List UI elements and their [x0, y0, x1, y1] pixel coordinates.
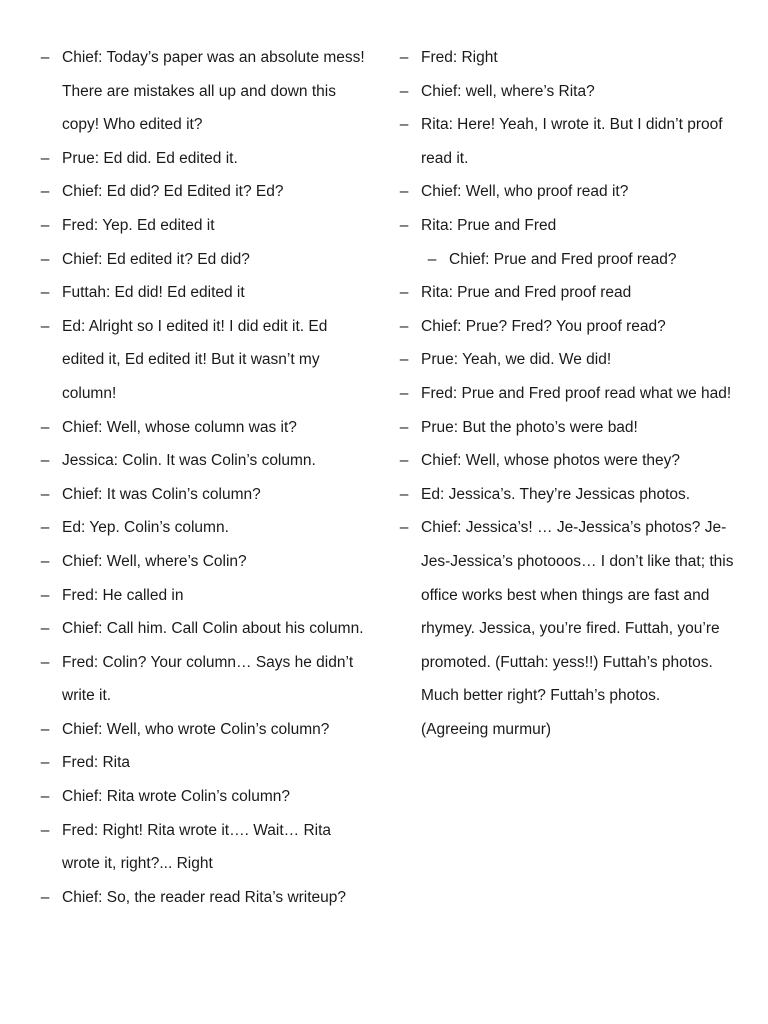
line-text: Chief: Well, who wrote Colin’s column?: [62, 720, 330, 738]
line-text: Prue: Ed did. Ed edited it.: [62, 149, 238, 167]
line-text: Chief: Prue? Fred? You proof read?: [421, 317, 666, 335]
dialogue-line: [397, 343, 737, 377]
dialogue-line: [38, 411, 373, 445]
line-text: Rita: Prue and Fred: [421, 216, 557, 234]
line-text: Fred: Prue and Fred proof read what we had!: [421, 384, 732, 402]
dialogue-line: [397, 377, 737, 411]
dash-bullet: –: [399, 82, 409, 100]
dash-bullet: –: [399, 519, 409, 537]
dialogue-line: [397, 310, 737, 344]
right-column: [397, 41, 737, 746]
dash-bullet: –: [40, 620, 50, 638]
dash-bullet: –: [40, 216, 50, 234]
dialogue-line: [38, 310, 373, 411]
dialogue-line: [397, 209, 737, 243]
dash-bullet: –: [40, 720, 50, 738]
line-text: Chief: Well, who proof read it?: [421, 183, 629, 201]
dialogue-line: [397, 411, 737, 445]
dialogue-line: [38, 276, 373, 310]
dialogue-line: [397, 75, 737, 109]
dialogue-line: [397, 41, 737, 75]
line-text: Chief: well, where’s Rita?: [421, 82, 595, 100]
dialogue-line: [397, 175, 737, 209]
dialogue-line: [397, 478, 737, 512]
line-text: Futtah: Ed did! Ed edited it: [62, 284, 245, 302]
line-text: Rita: Prue and Fred proof read: [421, 284, 632, 302]
dash-bullet: –: [40, 49, 50, 66]
line-text: Chief: Rita wrote Colin’s column?: [62, 788, 291, 806]
dialogue-line: [38, 612, 373, 646]
line-text: Chief: So, the reader read Rita’s writeup?: [62, 888, 347, 906]
dash-bullet: –: [427, 250, 437, 268]
left-column: [38, 41, 373, 914]
dash-bullet: –: [399, 452, 409, 470]
line-text: Chief: Call him. Call Colin about his column.: [62, 620, 364, 638]
dialogue-line: [38, 646, 373, 713]
dialogue-line: [397, 276, 737, 310]
dash-bullet: –: [40, 586, 50, 604]
dialogue-line: [38, 243, 373, 277]
dash-bullet: –: [40, 183, 50, 201]
dash-bullet: –: [40, 452, 50, 470]
line-text: Chief: It was Colin’s column?: [62, 485, 261, 503]
dash-bullet: –: [40, 418, 50, 436]
dash-bullet: –: [40, 888, 50, 906]
dash-bullet: –: [399, 485, 409, 503]
dash-bullet: –: [399, 284, 409, 302]
dash-bullet: –: [399, 216, 409, 234]
dash-bullet: –: [40, 519, 50, 537]
dash-bullet: –: [399, 384, 409, 402]
dialogue-line: [38, 444, 373, 478]
dash-bullet: –: [399, 351, 409, 369]
dash-bullet: –: [399, 317, 409, 335]
dash-bullet: –: [40, 317, 50, 335]
line-text: Fred: Right: [421, 49, 498, 66]
line-text: Chief: Well, whose column was it?: [62, 418, 297, 436]
line-text: Fred: He called in: [62, 586, 184, 604]
line-text: Chief: Jessica’s! … Je-Jessica’s photos? Je-Jes-Jessica’s photooos… I don’t like that; this office works best when things are fast and rhymey. Jessica, you’re fired. Futtah, you’re promoted. (Futtah: yess!!) Futtah’s photos. Much better right? Futtah’s photos.: [421, 519, 734, 705]
line-text: Rita: Here! Yeah, I wrote it. But I didn’t proof read it.: [421, 116, 723, 167]
line-text: Fred: Rita: [62, 754, 131, 772]
dash-bullet: –: [40, 552, 50, 570]
dialogue-line: [38, 209, 373, 243]
line-text: (Agreeing murmur): [421, 720, 552, 738]
dash-bullet: –: [40, 788, 50, 806]
line-text: Fred: Colin? Your column… Says he didn’t write it.: [62, 653, 354, 705]
dash-bullet: –: [40, 754, 50, 772]
dash-bullet: –: [399, 116, 409, 134]
stage-direction: [397, 713, 737, 747]
dialogue-line: [397, 444, 737, 478]
dash-bullet: –: [40, 149, 50, 167]
dash-bullet: –: [40, 485, 50, 503]
dash-bullet: –: [399, 418, 409, 436]
dash-bullet: –: [40, 284, 50, 302]
dialogue-line: [38, 175, 373, 209]
line-text: Prue: Yeah, we did. We did!: [421, 351, 612, 369]
line-text: Jessica: Colin. It was Colin’s column.: [62, 452, 316, 470]
line-text: Ed: Jessica’s. They’re Jessicas photos.: [421, 485, 691, 503]
dialogue-line: [38, 478, 373, 512]
line-text: Chief: Ed edited it? Ed did?: [62, 250, 250, 268]
dialogue-line: [38, 746, 373, 780]
dash-bullet: –: [40, 821, 50, 839]
dialogue-line: [38, 545, 373, 579]
line-text: Prue: But the photo’s were bad!: [421, 418, 638, 436]
dialogue-line-indented: [397, 243, 737, 277]
dash-bullet: –: [40, 653, 50, 671]
line-text: Chief: Prue and Fred proof read?: [449, 250, 677, 268]
dialogue-line: [38, 579, 373, 613]
dialogue-line: [397, 511, 737, 713]
dash-bullet: –: [399, 183, 409, 201]
dialogue-line: [38, 780, 373, 814]
dialogue-line: [38, 41, 373, 142]
line-text: Ed: Alright so I edited it! I did edit it. Ed edited it, Ed edited it! But it wasn’t my column!: [62, 317, 328, 402]
line-text: Ed: Yep. Colin’s column.: [62, 519, 229, 537]
dash-bullet: –: [40, 250, 50, 268]
dialogue-line: [38, 142, 373, 176]
dialogue-line: [397, 108, 737, 175]
line-text: Fred: Right! Rita wrote it…. Wait… Rita wrote it, right?... Right: [62, 821, 332, 873]
line-text: Chief: Well, where’s Colin?: [62, 552, 247, 570]
dialogue-line: [38, 814, 373, 881]
dialogue-line: [38, 511, 373, 545]
line-text: Chief: Today’s paper was an absolute mess! There are mistakes all up and down this copy! Who edited it?: [62, 49, 365, 134]
dialogue-line: [38, 881, 373, 915]
dash-bullet: –: [399, 49, 409, 66]
dialogue-line: [38, 713, 373, 747]
line-text: Chief: Ed did? Ed Edited it? Ed?: [62, 183, 284, 201]
line-text: Fred: Yep. Ed edited it: [62, 216, 215, 234]
line-text: Chief: Well, whose photos were they?: [421, 452, 681, 470]
